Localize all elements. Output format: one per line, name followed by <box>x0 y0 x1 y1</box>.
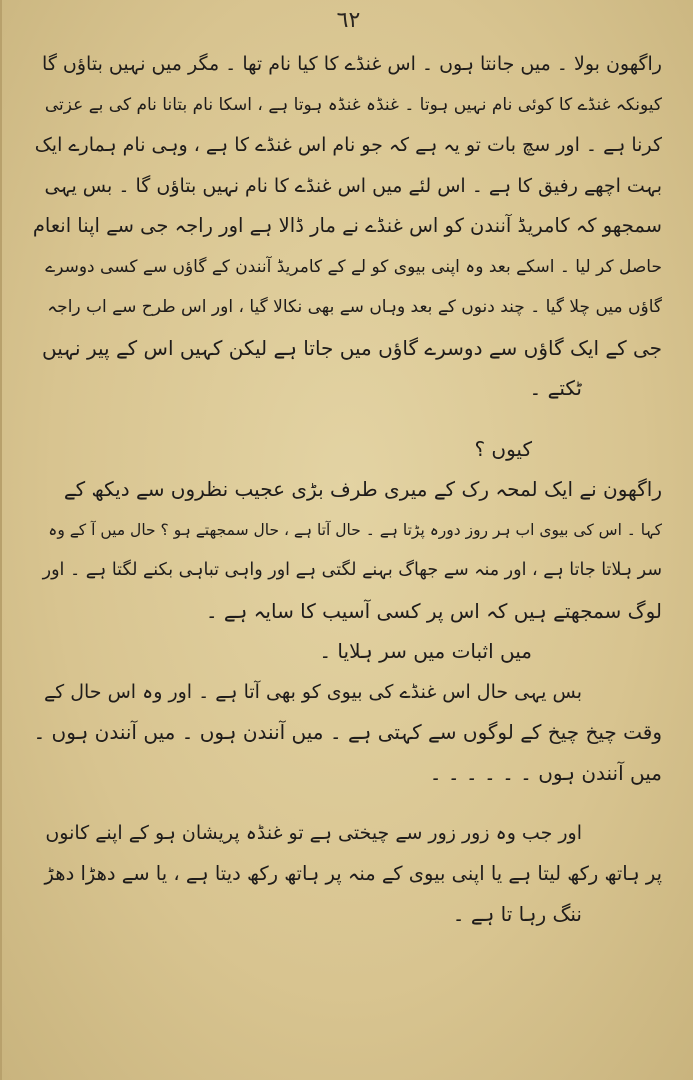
paragraph-5 <box>32 672 662 794</box>
paragraph-1 <box>32 44 662 409</box>
text-line: کرنا ہے ۔ اور سچ بات تو یہ ہے کہ جو نام اس غنڈے کا ہے ، وہی نام ہمارے ایک <box>34 134 662 156</box>
text-line: ننگ رہا تا ہے ۔ <box>452 902 582 926</box>
text-line: جی کے ایک گاؤں سے دوسرے گاؤں میں جاتا ہے لیکن کہیں اس کے پیر نہیں <box>42 335 662 360</box>
text-line: کیوں ؟ <box>474 436 532 461</box>
text-line: حاصل کر لیا ۔ اسکے بعد وہ اپنی بیوی کو لے کے کامریڈ آنندن کے گاؤں سے کسی دوسرے <box>45 256 662 277</box>
paragraph-3 <box>32 469 662 631</box>
text-line: راگھون نے ایک لمحہ رک کے میری طرف بڑی عجیب نظروں سے دیکھ کے <box>63 477 662 501</box>
text-line: گاؤں میں چلا گیا ۔ چند دنوں کے بعد وہاں سے بھی نکالا گیا ، اور اس طرح سے اب راجہ <box>47 297 662 317</box>
text-line: ٹکتے ۔ <box>529 376 582 400</box>
text-line: لوگ سمجھتے ہیں کہ اس پر کسی آسیب کا سایہ ہے ۔ <box>205 598 662 623</box>
text-line: پر ہاتھ رکھ لیتا ہے یا اپنی بیوی کے منہ پر ہاتھ رکھ دیتا ہے ، یا سے دھڑا دھڑ <box>44 861 662 885</box>
paragraph-6 <box>32 813 662 935</box>
paragraph-4 <box>32 631 662 672</box>
text-line: راگھون بولا ۔ میں جانتا ہوں ۔ اس غنڈے کا کیا نام تھا ۔ مگر میں نہیں بتاؤں گا <box>42 53 662 75</box>
paragraph-gap <box>32 793 662 813</box>
text-line: کیونکہ غنڈے کا کوئی نام نہیں ہوتا ۔ غنڈہ غنڈہ ہوتا ہے ، اسکا نام بتانا نام کی بے عزتی <box>44 94 662 115</box>
text-line: کہا ۔ اس کی بیوی اب ہر روز دورہ پڑتا ہے ۔ حال آتا ہے ، حال سمجھتے ہو ؟ حال میں آ کے وہ <box>48 520 662 539</box>
paragraph-gap <box>32 409 662 429</box>
text-line: سمجھو کہ کامریڈ آنندن کو اس غنڈے نے مار ڈالا ہے اور راجہ جی سے اپنا انعام <box>32 214 662 237</box>
text-line: اور جب وہ زور زور سے چیختی ہے تو غنڈہ پریشان ہو کے اپنے کانوں <box>45 822 582 844</box>
text-line: بس یہی حال اس غنڈے کی بیوی کو بھی آتا ہے ۔ اور وہ اس حال کے <box>43 680 582 703</box>
text-line: بہت اچھے رفیق کا ہے ۔ اس لئے میں اس غنڈے کا نام نہیں بتاؤں گا ۔ بس یہی <box>44 174 662 197</box>
text-line: میں اثبات میں سر ہلایا ۔ <box>319 639 532 663</box>
page-number: ٦٢ <box>336 8 361 33</box>
paragraph-2 <box>32 429 662 470</box>
text-line: میں آنندن ہوں ۔ ۔ ۔ ۔ ۔ ۔ <box>429 760 662 785</box>
text-line: سر ہلاتا جاتا ہے ، اور منہ سے جھاگ بہنے لگتی ہے اور واہی تباہی بکنے لگتا ہے ۔ اور <box>42 560 662 580</box>
body-text <box>32 44 662 935</box>
text-line: وقت چیخ چیخ کے لوگوں سے کہتی ہے ۔ میں آنندن ہوں ۔ میں آنندن ہوں ۔ <box>33 720 662 744</box>
